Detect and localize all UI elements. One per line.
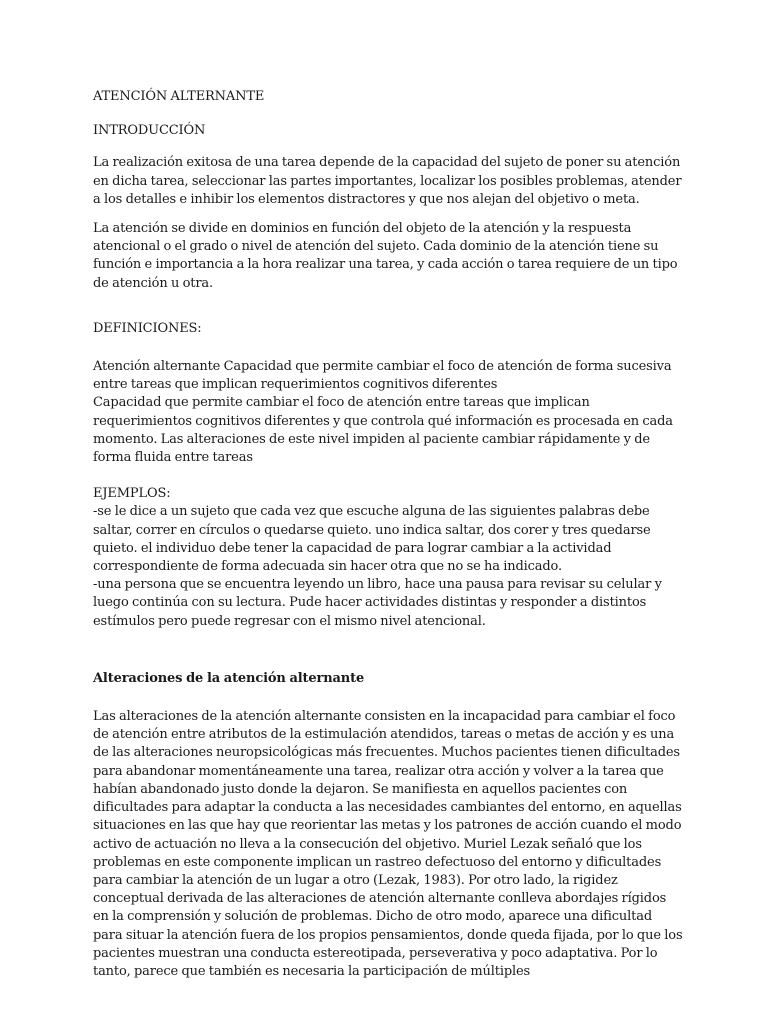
- document-title: ATENCIÓN ALTERNANTE: [93, 89, 265, 104]
- introduccion-heading: INTRODUCCIÓN: [93, 123, 206, 139]
- definiciones-heading: DEFINICIONES:: [93, 320, 202, 336]
- example-1: -se le dice a un sujeto que cada vez que escuche alguna de las siguientes palabras debe saltar, correr en círculos o quedarse quieto. uno indica saltar, dos corer y tres quedarse quieto. el individuo debe tener la capacidad de para lograr cambiar a la actividad correspondiente de forma adecuada sin hacer otra que no se ha indicado.: [93, 504, 651, 575]
- ejemplos-heading: EJEMPLOS:: [93, 486, 171, 502]
- intro-paragraph-2: La atención se divide en dominios en función del objeto de la atención y la respuesta atencional o el grado o nivel de atención del sujeto. Cada dominio de la atención tiene su función e importancia a la hora realizar una tarea, y cada acción o tarea requiere de un tipo de atención u otra.: [93, 221, 678, 291]
- intro-paragraph-1: La realización exitosa de una tarea depende de la capacidad del sujeto de poner su atención en dicha tarea, seleccionar las partes importantes, localizar los posibles problemas, atender a los detalles e inhibir los elementos distractores y que nos alejan del objetivo o meta.: [93, 155, 682, 207]
- alteraciones-paragraph: Las alteraciones de la atención alternante consisten en la incapacidad para cambiar el foco de atención entre atributos de la estimulación atendidos, tareas o metas de acción y es una de las alteraciones neuropsicológicas más frecuentes. Muchos pacientes tienen dificultades para abandonar momentáneamente una tarea, realizar otra acción y volver a la tarea que habían abandonado justo donde la dejaron. Se manifiesta en aquellos pacientes con dificultades para adaptar la conducta a las necesidades cambiantes del entorno, en aquellas situaciones en las que hay que reorientar las metas y los patrones de acción cuando el modo activo de actuación no lleva a la consecución del objetivo. Muriel Lezak señaló que los problemas en este componente implican un rastreo defectuoso del entorno y dificultades para cambiar la atención de un lugar a otro (Lezak, 1983). Por otro lado, la rigidez conceptual derivada de las alteraciones de atención alternante conlleva abordajes rígidos en la comprensión y solución de problemas. Dicho de otro modo, aparece una dificultad para situar la atención fuera de los propios pensamientos, donde queda fijada, por lo que los pacientes muestran una conducta estereotipada, perseverativa y poco adaptativa. Por lo tanto, parece que también es necesaria la participación de múltiples: [93, 709, 683, 979]
- example-2: -una persona que se encuentra leyendo un libro, hace una pausa para revisar su celular y luego continúa con su lectura. Pude hacer actividades distintas y responder a distintos estímulos pero puede regresar con el mismo nivel atencional.: [93, 577, 662, 629]
- document-page: [93, 88, 683, 981]
- definition-1: Atención alternante Capacidad que permite cambiar el foco de atención de forma sucesiva entre tareas que implican requerimientos cognitivos diferentes: [93, 359, 672, 393]
- definition-2: Capacidad que permite cambiar el foco de atención entre tareas que implican requerimientos cognitivos diferentes y que controla qué información es procesada en cada momento. Las alteraciones de este nivel impiden al paciente cambiar rápidamente y de forma fluida entre tareas: [93, 395, 673, 466]
- alteraciones-heading: Alteraciones de la atención alternante: [93, 670, 365, 686]
